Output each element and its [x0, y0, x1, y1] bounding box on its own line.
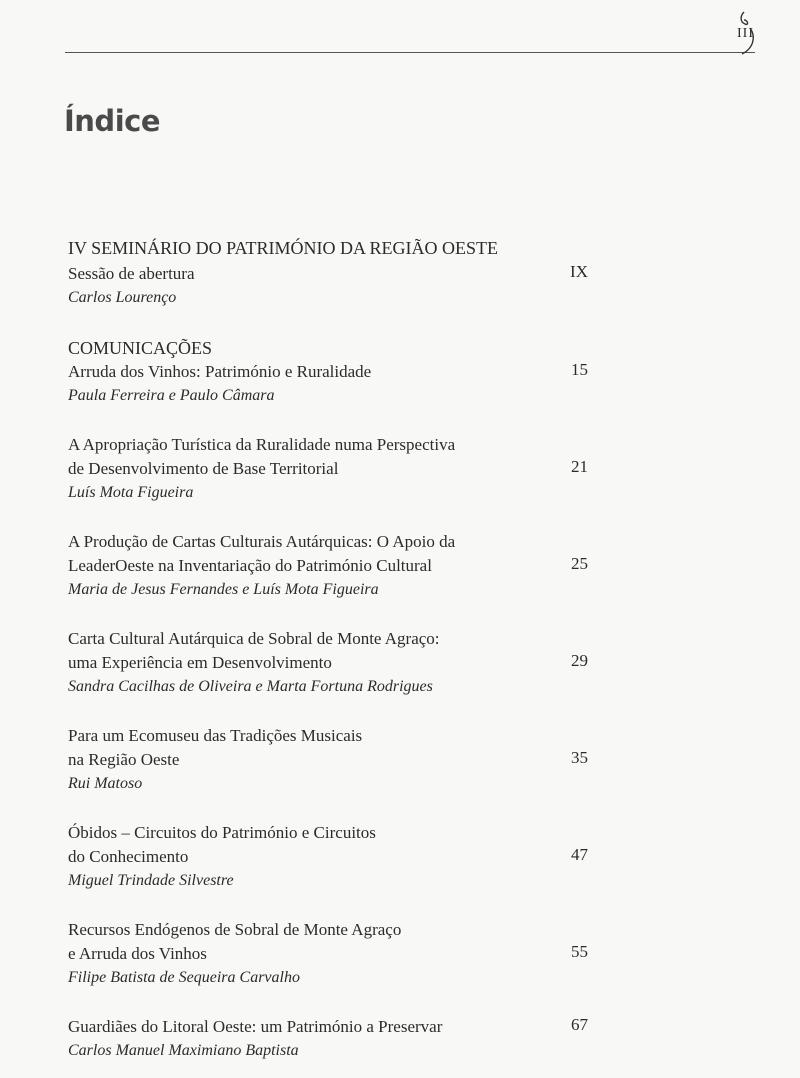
toc-entry [68, 821, 588, 893]
entry-page-number: 55 [571, 942, 588, 961]
toc-entry [68, 724, 588, 796]
entry-title-line: na Região Oeste [68, 750, 180, 769]
entry-title-line: A Apropriação Turística da Ruralidade numa Perspectiva [68, 435, 456, 454]
entry-title-line: LeaderOeste na Inventariação do Património Cultural [68, 556, 432, 575]
entry-title-line: Recursos Endógenos de Sobral de Monte Agraço [68, 920, 402, 939]
entry-page-number: 15 [571, 360, 588, 379]
toc-section-heading [68, 236, 588, 260]
entry-page-number: 67 [571, 1015, 588, 1034]
entry-title-line: A Produção de Cartas Culturais Autárquicas: O Apoio da [68, 532, 456, 551]
entry-author: Sandra Cacilhas de Oliveira e Marta Fortuna Rodrigues [68, 678, 433, 695]
entry-author: Filipe Batista de Sequeira Carvalho [68, 969, 300, 986]
toc-entry [68, 627, 588, 699]
entry-title-line: Sessão de abertura [68, 264, 195, 283]
entry-page-number: 47 [571, 845, 588, 864]
entry-page-number: 21 [571, 457, 588, 476]
entry-author: Paula Ferreira e Paulo Câmara [68, 387, 275, 404]
toc-entry [68, 262, 588, 310]
entry-title-line: Arruda dos Vinhos: Património e Ruralidade [68, 362, 372, 381]
entry-title-line: uma Experiência em Desenvolvimento [68, 653, 332, 672]
toc-entry [68, 1015, 588, 1063]
entry-page-number: 35 [571, 748, 588, 767]
page-title: Índice [64, 104, 160, 138]
toc-entry [68, 360, 588, 408]
page-number: III [737, 26, 754, 41]
entry-title-line: e Arruda dos Vinhos [68, 944, 207, 963]
section-title: COMUNICAÇÕES [68, 338, 213, 358]
entry-author: Miguel Trindade Silvestre [68, 872, 234, 889]
entry-author: Maria de Jesus Fernandes e Luís Mota Figueira [68, 581, 379, 598]
entry-author: Rui Matoso [68, 775, 143, 792]
entry-page-number: IX [570, 262, 588, 281]
entry-author: Carlos Lourenço [68, 289, 177, 306]
entry-title-line: Carta Cultural Autárquica de Sobral de Monte Agraço: [68, 629, 440, 648]
section-title: IV SEMINÁRIO DO PATRIMÓNIO DA REGIÃO OESTE [68, 238, 499, 258]
entry-author: Carlos Manuel Maximiano Baptista [68, 1042, 299, 1059]
entry-title-line: de Desenvolvimento de Base Territorial [68, 459, 339, 478]
header-rule [65, 52, 755, 53]
entry-title-line: Guardiães do Litoral Oeste: um Património a Preservar [68, 1017, 443, 1036]
entry-title-line: Óbidos – Circuitos do Património e Circuitos [68, 823, 376, 842]
entry-page-number: 29 [571, 651, 588, 670]
toc-entry [68, 530, 588, 602]
toc-section-heading [68, 336, 588, 360]
entry-page-number: 25 [571, 554, 588, 573]
toc-entry [68, 433, 588, 505]
entry-title-line: do Conhecimento [68, 847, 189, 866]
entry-title-line: Para um Ecomuseu das Tradições Musicais [68, 726, 363, 745]
entry-author: Luís Mota Figueira [68, 484, 194, 501]
toc-entry [68, 918, 588, 990]
